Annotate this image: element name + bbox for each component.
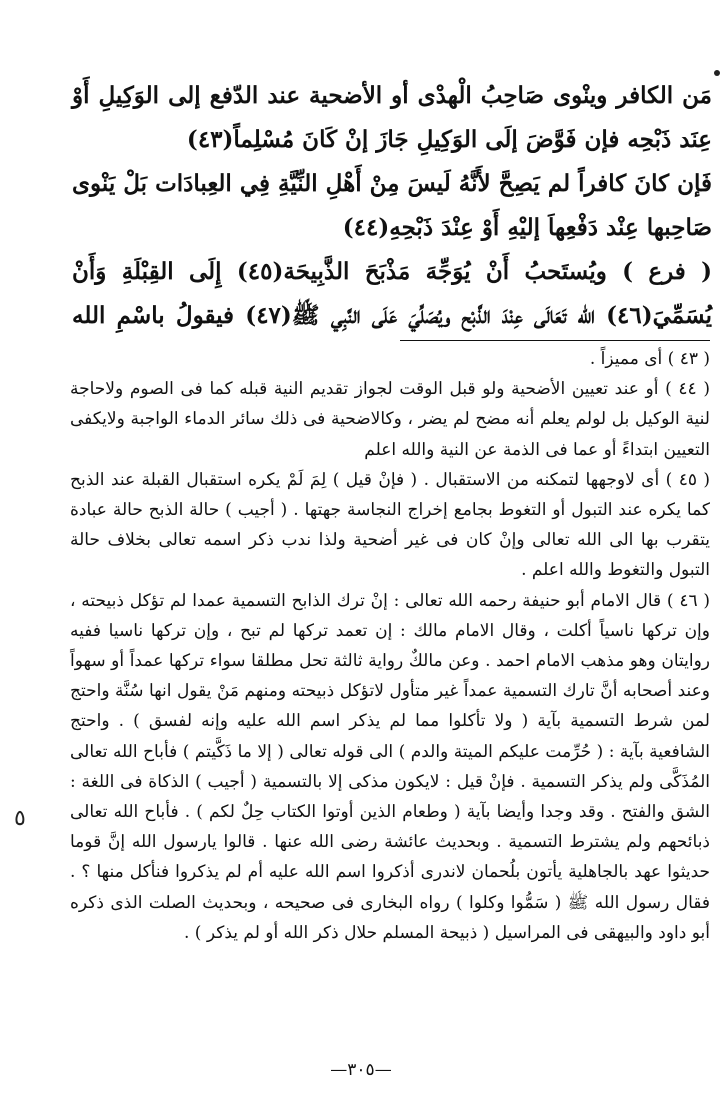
footnote-45: ( ٤٥ ) أى لاوجهها لتمكنه من الاستقبال . ( فإنْ قيل ) لِمَ لَمْ يكره استقبال القبلة عند الذبح كما يكره عند التبول أو التغوط بجامع إخراج النجاسة جهتها . ( أجيب ) حالة الذبح حالة عبادة يتقرب بها الى الله تعالى وإنْ كان فى غير أضحية ولذا ندب ذكر اسمه تعالى بخلاف حالة التبول والتغوط والله اعلم . [70, 469, 710, 581]
main-line: يُسَمِّيَ(٤٦) الله تَعَالَى عِنْدَ الذَّبْح ويُصَلِّيَ عَلَى النَّبِي ﷺ(٤٧) فيقولُ باسْمِ الله [72, 302, 712, 329]
margin-mark: ٥ [14, 806, 26, 831]
ink-dot [714, 70, 720, 76]
footnotes [70, 344, 710, 948]
main-line: صَاحِبها عِنْد دَفْعِهاَ إليْهِ أَوْ عِنْدَ ذَبْحِهِ(٤٤) [342, 214, 712, 241]
main-line: عِنَد ذَبْحِه فإن فَوَّضَ إلَى الوَكِيلِ جَازَ إنْ كَانَ مُسْلِماً(٤٣) [186, 126, 712, 153]
page-number: —٣٠٥— [330, 1060, 392, 1080]
main-line: فَإن كانَ كافراً لم يَصِحَّ لأَنَّهُ لَيسَ مِنْ أَهْلِ النِّيَّةِ فِي العِبادَات بَلْ يَنْوى [72, 170, 712, 197]
footnote-46: ( ٤٦ ) قال الامام أبو حنيفة رحمه الله تعالى : إنْ ترك الذابح التسمية عمدا لم تؤكل ذبيحته ، وإن تركها ناسياً أكلت ، وقال الامام مالك : إن تعمد تركها لم تبح ، وإن تركها ناسيا ففيه روايتان وهو مذهب الامام احمد . وعن مالكٌ رواية ثالثة تحل مطلقا سواء تركها عمداً أو سهواً وعند أصحابه أنَّ تارك التسمية عمداً غير متأول لاتؤكل ذبيحته ومنهم مَنْ يقول انها سُنَّة واحتج لمن شرط التسمية بآية ( ولا تأكلوا مما لم يذكر اسم الله عليه وإنه لفسق ) . واحتج الشافعية بآية : ( حُرِّمت عليكم الميتة والدم ) الى قوله تعالى ( إلا ما ذَكَّيتم ) فأباح الله تعالى المُذَكَّى ولم يذكر التسمية . فإنْ قيل : لايكون مذكى إلا بالتسمية ( أجيب ) الذكاة فى اللغة : الشق والفتح . وقد وجدا وأيضا بآية ( وطعام الذين أوتوا الكتاب حِلٌ لكم ) . فأباح الله تعالى ذبائحهم ولم يشترط التسمية . وبحديث عائشة رضى الله عنها . قالوا يارسول الله إنَّ قوما حديثوا عهد بالجاهلية يأتون بلُحمان لاندرى أذكروا اسم الله عليه أم لم يذكروا فنأكل منها ؟ . فقال رسول الله ﷺ ( سَمُّوا وكلوا ) رواه البخارى فى صحيحه ، وبحديث الصلت الذى ذكره أبو داود والبيهقى فى المراسيل ( ذبيحة المسلم حلال ذكر الله أو لم يذكر ) . [70, 590, 710, 943]
main-line: مَن الكافر وينْوى صَاحِبُ الْهدْى أو الأضحية عند الدّفع إلى الوَكِيلِ أَوْ [72, 82, 712, 109]
footnote-separator [400, 340, 710, 341]
footnote-43: ( ٤٣ ) أى مميزاً . [589, 349, 710, 369]
footnote-44: ( ٤٤ ) أو عند تعيين الأضحية ولو قبل الوقت لجواز تقديم النية قبله كما فى الصوم ولاحاجة لنية الوكيل بل لولم يعلم أنه مضح لم يضر ، وكالاضحية فى ذلك سائر الدماء الواجبة ولايكفى التعيين ابتداءً أو عما فى الذمة عن النية والله اعلم [70, 379, 710, 460]
main-text [72, 74, 712, 338]
main-line: ( فرع ) ويُستَحبُ أَنْ يُوَجِّهَ مَذْبَحَ الذَّبِيحَة(٤٥) إِلَى القِبْلَةِ وَأَنْ [72, 258, 713, 285]
